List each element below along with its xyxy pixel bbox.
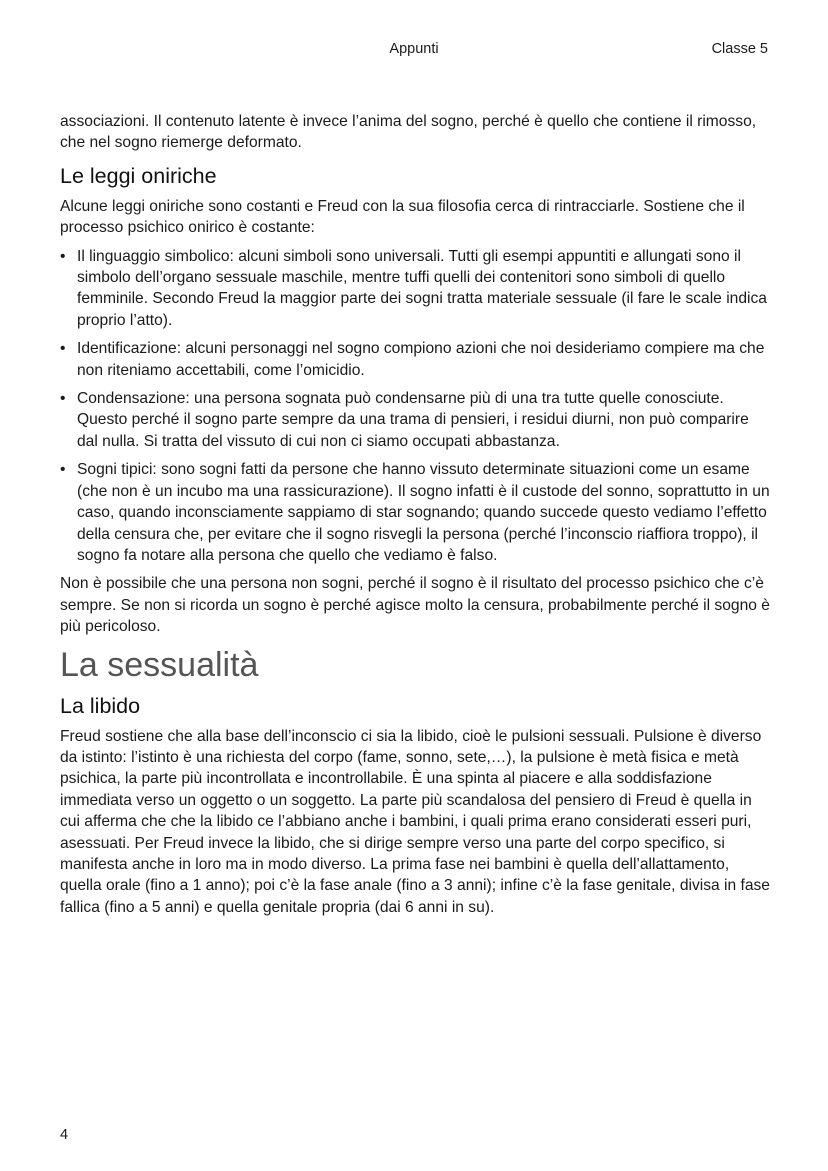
header-class-label: Classe 5 bbox=[711, 41, 768, 57]
list-item-text: Condensazione: una persona sognata può condensarne più di una tra tutte quelle conosciute. Questo perché il sogno parte sempre da una trama di pensieri, i residui diurni, non può comparire dal nulla. Si tratta del vissuto di cui non ci siamo occupati abbastanza. bbox=[77, 390, 749, 450]
section-heading-leggi-oniriche: Le leggi oniriche bbox=[60, 163, 217, 188]
header-title: Appunti bbox=[389, 41, 439, 57]
page-content bbox=[60, 111, 772, 925]
list-item bbox=[60, 459, 772, 566]
bullet-icon: • bbox=[60, 390, 66, 408]
bullet-icon: • bbox=[60, 340, 66, 358]
chapter-title: La sessualità bbox=[60, 645, 259, 684]
bullet-icon: • bbox=[60, 461, 66, 479]
section-heading-libido: La libido bbox=[60, 693, 141, 718]
list-item-text: Sogni tipici: sono sogni fatti da persone che hanno vissuto determinate situazioni come un esame (che non è un incubo ma una rassicurazione). Il sogno infatti è il custode del sonno, soprattutto in un caso, quando inconsciamente sappiamo di star sognando; quando succede questo vediamo l’effetto della censura che, per evitare che il sogno risvegli la persona (perché l’inconscio riaffiora troppo), il sogno fa notare alla persona che quello che vediamo è falso. bbox=[77, 461, 770, 564]
page-number: 4 bbox=[60, 1127, 69, 1143]
bullet-icon: • bbox=[60, 247, 66, 265]
list-item bbox=[60, 338, 772, 381]
list-item bbox=[60, 388, 772, 452]
list-item bbox=[60, 246, 772, 332]
leggi-intro-paragraph: Alcune leggi oniriche sono costanti e Freud con la sua filosofia cerca di rintracciarle. Sostiene che il processo psichico onirico è costante: bbox=[60, 197, 745, 237]
leggi-bullet-list bbox=[60, 246, 772, 567]
list-item-text: Il linguaggio simbolico: alcuni simboli sono universali. Tutti gli esempi appuntiti e allungati sono il simbolo dell’organo sessuale maschile, mentre tuffi quelli dei contenitori sono simboli di quello femminile. Secondo Freud la maggior parte dei sogni tratta materiale sessuale (il fare le scale indica proprio l’atto). bbox=[77, 247, 767, 329]
intro-paragraph: associazioni. Il contenuto latente è invece l’anima del sogno, perché è quello che contiene il rimosso, che nel sogno riemerge deformato. bbox=[60, 113, 757, 152]
list-item-text: Identificazione: alcuni personaggi nel sogno compiono azioni che noi desideriamo compiere ma che non riteniamo accettabili, come l’omicidio. bbox=[77, 340, 765, 379]
libido-body-paragraph: Freud sostiene che alla base dell’inconscio ci sia la libido, cioè le pulsioni sessuali. Pulsione è diverso da istinto: l’istinto è una richiesta del corpo (fame, sonno, sete,…), la pulsione è metà fisica e metà psichica, la parte più incontrollata e incontrollabile. È una spinta al piacere e alla soddisfazione immediata verso un oggetto o un soggetto. La parte più scandalosa del pensiero di Freud è quella in cui afferma che che la libido ce l’abbiano anche i bambini, i quali prima erano considerati esseri puri, asessuati. Per Freud invece la libido, che si dirige sempre verso una parte del corpo specifico, si manifesta anche in loro ma in modo diverso. La prima fase nei bambini è quella dell’allattamento, quella orale (fino a 1 anno); poi c’è la fase anale (fino a 3 anni); infine c’è la fase genitale, divisa in fase fallica (fino a 5 anni) e quella genitale propria (dai 6 anni in su). bbox=[60, 727, 770, 916]
leggi-closing-paragraph: Non è possibile che una persona non sogni, perché il sogno è il risultato del processo psichico che c’è sempre. Se non si ricorda un sogno è perché agisce molto la censura, probabilmente perché il sogno è più pericoloso. bbox=[60, 575, 770, 636]
